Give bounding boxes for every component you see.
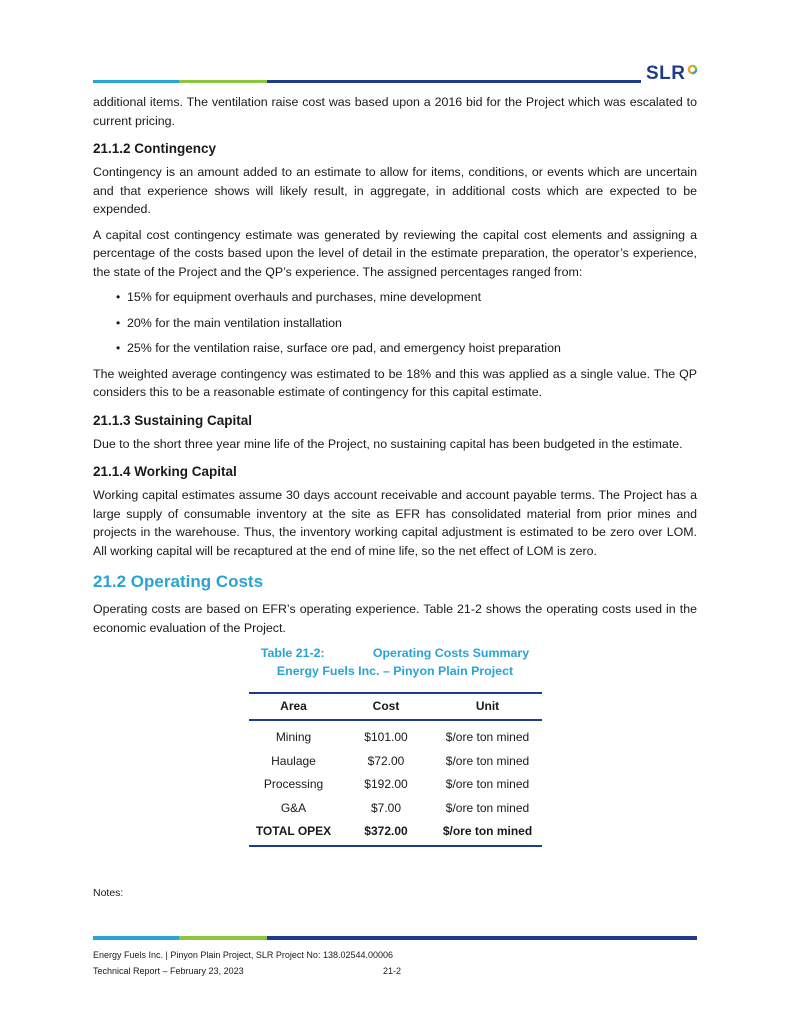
cell-total-cost: $372.00 [339,819,434,846]
table-total-row [249,819,542,846]
header-rule [93,80,641,83]
cell-cost: $72.00 [367,753,405,768]
column-header-cost: Cost [339,693,434,720]
intro-paragraph: additional items. The ventilation raise cost was based upon a 2016 bid for the Project which was escalated to current pricing. [93,95,697,128]
table-row [249,772,542,796]
header-rule-segment-blue [93,80,179,83]
cell-area: Haulage [271,753,316,768]
section-heading-working: 21.1.4 Working Capital [93,464,237,479]
cell-cost: $192.00 [364,777,408,791]
operating-costs-paragraph: Operating costs are based on EFR’s operating experience. Table 21-2 shows the operating costs used in the economic evaluation of the Project. [93,602,697,635]
column-header-area: Area [249,693,339,720]
contingency-paragraph-2: A capital cost contingency estimate was generated by reviewing the capital cost elements and assigning a percentage of the costs based upon the level of detail in the estimate preparation, the operator’s experience, the state of the Project and the QP’s experience. The assigned percentages ranged from: [93,227,697,279]
cell-area: Processing [263,777,324,791]
cell-unit: $/ore ton mined [445,800,530,815]
logo-text: SLR [646,63,686,84]
footer-rule-segment-navy [267,936,697,940]
page-number: 21-2 [383,966,402,976]
bullet-text: 25% for the ventilation raise, surface ore pad, and emergency hoist preparation [127,341,561,355]
footer-project-line: Energy Fuels Inc. | Pinyon Plain Project, SLR Project No: 138.02544.00006 [93,950,394,960]
table-row [249,749,542,773]
table-header-row [249,693,542,720]
table-row [249,796,542,820]
bullet-icon: • [116,315,121,330]
bullet-text: 20% for the main ventilation installation [127,315,342,330]
cell-cost: $101.00 [364,730,408,744]
section-heading-sustaining: 21.1.3 Sustaining Capital [93,412,253,428]
table-title: Operating Costs Summary [372,646,530,660]
table-row [249,720,542,749]
footer-report-line: Technical Report – February 23, 2023 [93,966,244,976]
header-rule-segment-green [179,80,267,83]
footer-rule-segment-blue [93,936,179,940]
column-header-unit: Unit [434,693,542,720]
bullet-text: 15% for equipment overhauls and purchases, mine development [127,290,482,304]
footer-rule [93,936,697,940]
bullet-item [93,288,697,307]
sustaining-paragraph: Due to the short three year mine life of the Project, no sustaining capital has been budgeted in the estimate. [93,436,683,451]
table-caption [93,644,697,680]
footer-rule-segment-green [179,936,267,940]
working-paragraph: Working capital estimates assume 30 days account receivable and account payable terms. The Project has a large supply of consumable inventory at the site as EFR has consolidated material from prior mines and projects in the warehouse. Thus, the inventory working capital adjustment is estimated to be zero over LOM. All working capital will be recaptured at the end of mine life, so the net effect of LOM is zero. [93,488,697,558]
slr-logo [646,62,698,86]
cell-unit: $/ore ton mined [445,753,530,768]
main-content [93,93,697,847]
contingency-paragraph-3: The weighted average contingency was estimated to be 18% and this was applied as a single value. The QP considers this to be a reasonable estimate of contingency for this capital estimate. [93,366,697,399]
cell-unit: $/ore ton mined [445,730,530,744]
bullet-icon: • [116,341,121,355]
cell-unit: $/ore ton mined [445,777,530,791]
header-rule-segment-navy [267,80,641,83]
logo-mark-icon [687,64,698,75]
operating-costs-table [249,692,542,847]
bullet-item [93,314,697,333]
bullet-item [93,339,697,358]
cell-total-label: TOTAL OPEX [249,819,339,846]
table-notes: Notes: [93,887,124,899]
cell-cost: $7.00 [370,800,402,815]
table-number: Table 21-2: [260,646,325,660]
section-heading-contingency: 21.1.2 Contingency [93,141,217,156]
contingency-paragraph-1: Contingency is an amount added to an estimate to allow for items, conditions, or events which are uncertain and that experience shows will likely result, in aggregate, in additional costs which are expected to be expended. [93,165,697,216]
cell-area: Mining [275,730,312,744]
contingency-bullet-list [93,288,697,358]
cell-total-unit: $/ore ton mined [434,819,542,846]
bullet-icon: • [116,290,121,304]
section-heading-operating-costs: 21.2 Operating Costs [93,572,264,591]
cell-area: G&A [280,800,307,815]
table-subtitle: Energy Fuels Inc. – Pinyon Plain Project [276,664,514,678]
